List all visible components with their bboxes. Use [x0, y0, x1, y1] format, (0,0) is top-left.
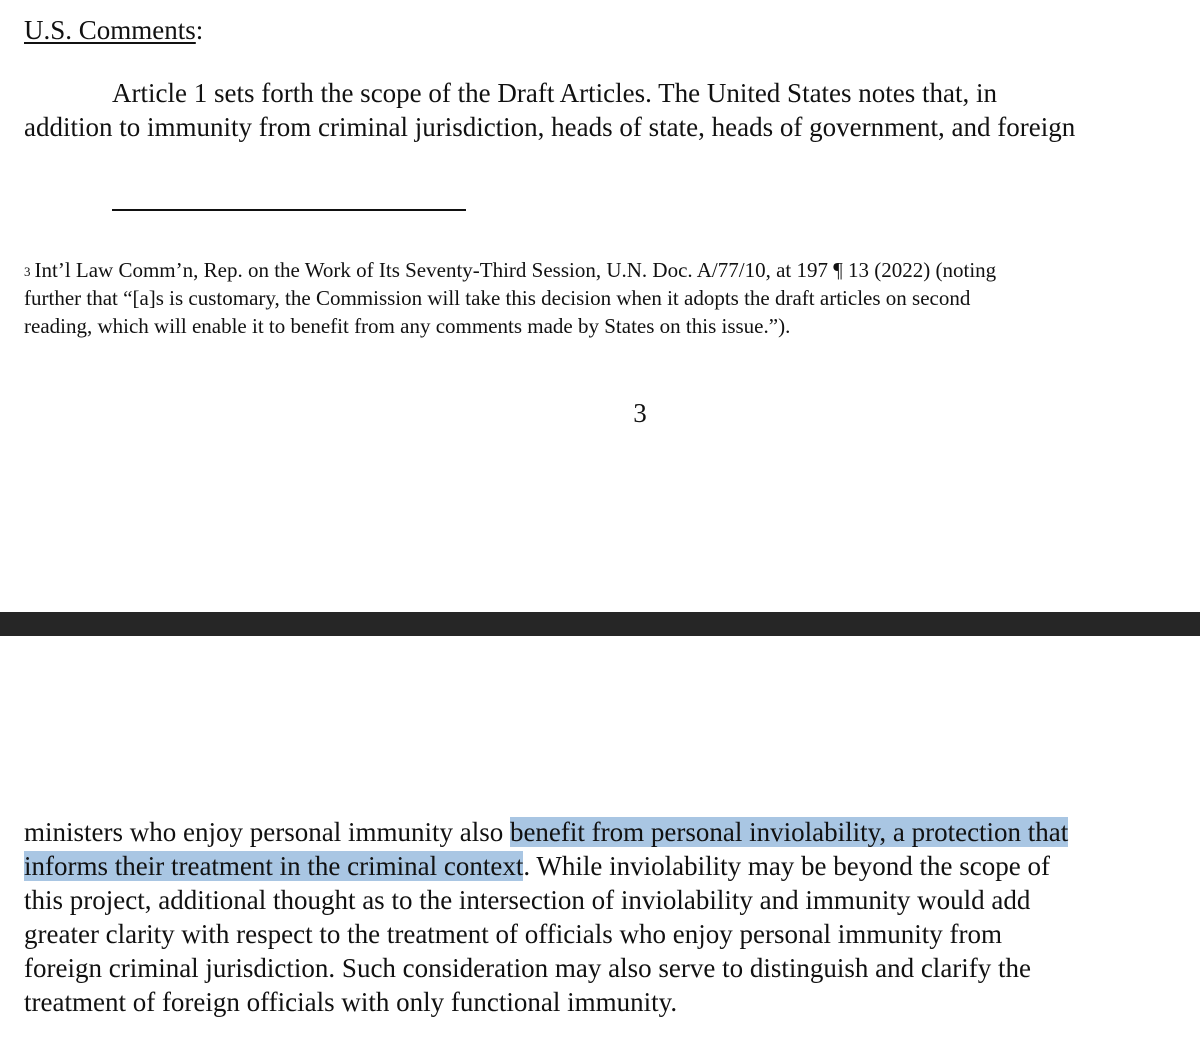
- paragraph-text: . While inviolability may be beyond the scope of: [523, 851, 1050, 881]
- footnote-3: [24, 256, 996, 340]
- footnote-separator-rule: [112, 209, 466, 211]
- paragraph-line: [24, 849, 1068, 883]
- page-number: 3: [633, 398, 647, 428]
- paragraph-line: Article 1 sets forth the scope of the Draft Articles. The United States notes that, in: [112, 78, 998, 108]
- footnote-marker: 3: [24, 264, 31, 279]
- paragraph-line: addition to immunity from criminal jurisdiction, heads of state, heads of government, and foreign: [24, 112, 1076, 142]
- section-heading-text: U.S. Comments: [24, 15, 196, 45]
- footnote-line: further that “[a]s is customary, the Commission will take this decision when it adopts the draft articles on second: [24, 286, 971, 310]
- paragraph-line: this project, additional thought as to the intersection of inviolability and immunity would add: [24, 885, 1031, 915]
- highlighted-text-selection[interactable]: benefit from personal inviolability, a protection that: [509, 817, 1069, 847]
- paragraph-line: foreign criminal jurisdiction. Such consideration may also serve to distinguish and clarify the: [24, 953, 1032, 983]
- section-heading: [24, 12, 203, 48]
- paragraph-line: treatment of foreign officials with only functional immunity.: [24, 987, 678, 1017]
- highlighted-text-selection[interactable]: informs their treatment in the criminal context: [24, 851, 524, 881]
- page-break-separator: [0, 612, 1200, 636]
- paragraph-line: [24, 815, 1068, 849]
- paragraph-text: ministers who enjoy personal immunity also: [24, 817, 510, 847]
- footnote-line-text: Int’l Law Comm’n, Rep. on the Work of Its Seventy-Third Session, U.N. Doc. A/77/10, at 197 ¶ 13 (2022) (noting: [34, 258, 997, 282]
- paragraph-line: greater clarity with respect to the treatment of officials who enjoy personal immunity from: [24, 919, 1002, 949]
- footnote-line: reading, which will enable it to benefit from any comments made by States on this issue.”).: [24, 314, 791, 338]
- section-heading-colon: :: [195, 15, 204, 45]
- footnote-line: [24, 256, 996, 284]
- paragraph-continuation: [24, 815, 1068, 1019]
- paragraph-article-1: [24, 76, 1075, 144]
